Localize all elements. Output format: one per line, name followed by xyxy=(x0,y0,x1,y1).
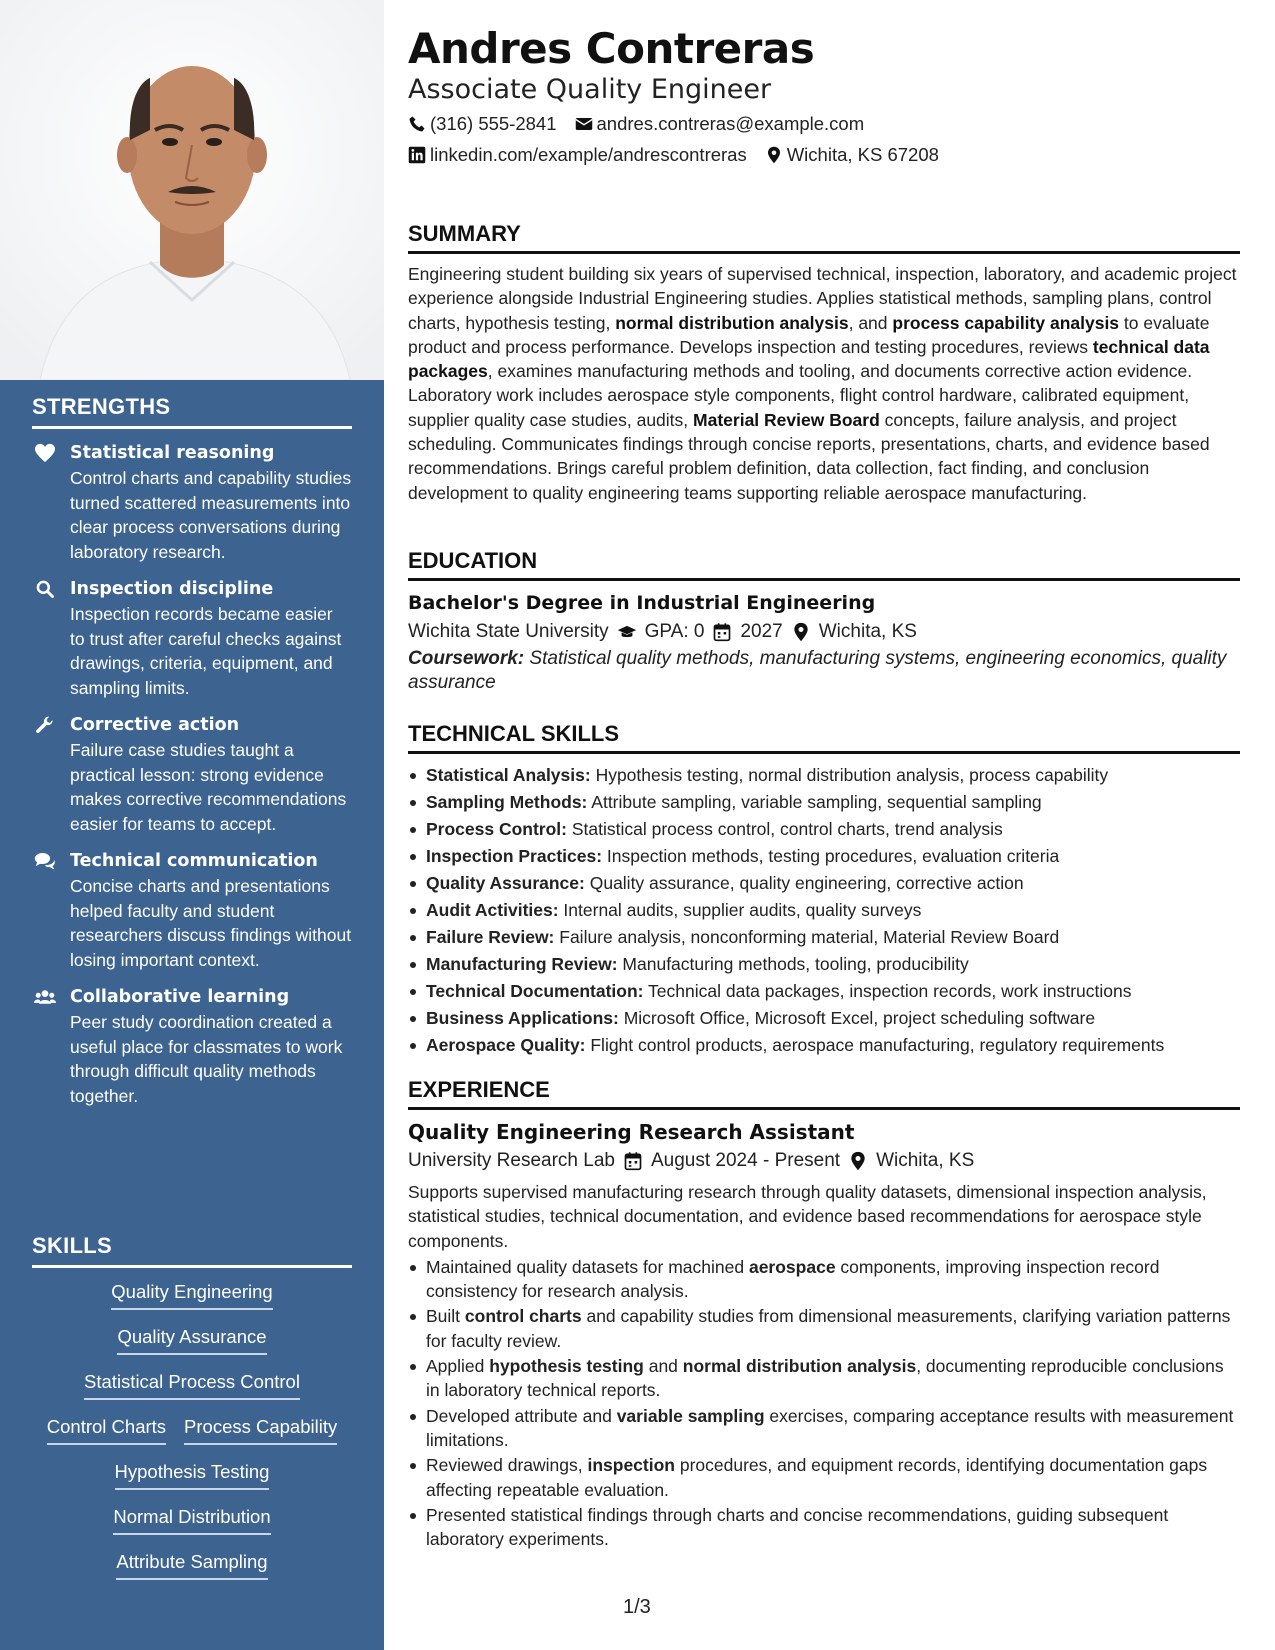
users-icon xyxy=(34,987,56,1007)
list-item: Statistical Analysis: Hypothesis testing, normal distribution analysis, process capability xyxy=(408,762,1240,789)
strength-item xyxy=(32,713,352,836)
list-item: Applied hypothesis testing and normal distribution analysis, documenting reproducible conclusions in laboratory technical reports. xyxy=(408,1354,1240,1403)
technical-skills-section xyxy=(408,721,1240,1059)
list-item: Process Control: Statistical process control, control charts, trend analysis xyxy=(408,816,1240,843)
strengths-section xyxy=(32,394,352,1121)
education-details xyxy=(408,617,1240,647)
list-item: Presented statistical findings through charts and concise recommendations, guiding subsequent laboratory experiments. xyxy=(408,1503,1240,1552)
skills-list xyxy=(32,1280,352,1580)
experience-bullets xyxy=(408,1255,1240,1552)
summary-section xyxy=(408,221,1240,505)
employment-dates: August 2024 - Present xyxy=(650,1150,841,1171)
contact-row xyxy=(408,144,939,166)
summary-heading: SUMMARY xyxy=(408,221,1240,254)
list-item: Audit Activities: Internal audits, supplier audits, quality surveys xyxy=(408,897,1240,924)
envelope-icon xyxy=(575,115,593,133)
strength-title: Statistical reasoning xyxy=(70,443,275,463)
school-location: Wichita, KS xyxy=(818,621,917,642)
strengths-heading: STRENGTHS xyxy=(32,394,352,429)
experience-details xyxy=(408,1146,1240,1176)
graduation-cap-icon xyxy=(617,622,637,642)
education-section xyxy=(408,548,1240,695)
school-name: Wichita State University xyxy=(408,621,609,642)
linkedin-contact[interactable] xyxy=(408,144,747,166)
list-item: Built control charts and capability studies from dimensional measurements, clarifying variation patterns for faculty review. xyxy=(408,1304,1240,1353)
contact-row xyxy=(408,113,864,135)
email-contact[interactable] xyxy=(575,113,865,135)
skill-tag: Quality Engineering xyxy=(111,1280,272,1310)
map-pin-icon xyxy=(791,622,811,642)
map-pin-icon xyxy=(848,1151,868,1171)
gpa: GPA: 0 xyxy=(644,621,705,642)
linkedin-icon xyxy=(408,146,426,164)
education-heading: EDUCATION xyxy=(408,548,1240,581)
skill-tag: Attribute Sampling xyxy=(116,1550,267,1580)
list-item: Failure Review: Failure analysis, nonconforming material, Material Review Board xyxy=(408,924,1240,951)
skill-tag: Process Capability xyxy=(184,1415,337,1445)
strength-item xyxy=(32,577,352,700)
email-address: andres.contreras@example.com xyxy=(596,113,865,134)
list-item: Technical Documentation: Technical data packages, inspection records, work instructions xyxy=(408,978,1240,1005)
experience-summary: Supports supervised manufacturing research through quality datasets, dimensional inspection analysis, statistical studies, technical documentation, and evidence based recommendations for aerospace style components. xyxy=(408,1182,1207,1251)
coursework: Coursework: Statistical quality methods, manufacturing systems, engineering economics, quality assurance xyxy=(408,648,1227,693)
skill-tag: Statistical Process Control xyxy=(84,1370,300,1400)
sidebar xyxy=(0,0,384,1650)
list-item: Aerospace Quality: Flight control products, aerospace manufacturing, regulatory requirements xyxy=(408,1032,1240,1059)
skills-heading: SKILLS xyxy=(32,1233,352,1268)
location-text: Wichita, KS 67208 xyxy=(786,144,939,165)
phone-contact[interactable] xyxy=(408,113,557,135)
calendar-icon xyxy=(712,622,732,642)
list-item: Sampling Methods: Attribute sampling, variable sampling, sequential sampling xyxy=(408,789,1240,816)
strength-item xyxy=(32,849,352,972)
skill-tag: Normal Distribution xyxy=(113,1505,270,1535)
summary-text: Engineering student building six years of supervised technical, inspection, laboratory, and academic project experience alongside Industrial Engineering studies. Applies statistical methods, sampling plans, control charts, hypothesis testing, normal distribution analysis, and process capability analysis to evaluate product and process performance. Develops inspection and testing procedures, reviews technical data packages, examines manufacturing methods and tooling, and documents corrective action evidence. Laboratory work includes aerospace style components, flight control hardware, calibrated equipment, supplier quality case studies, audits, Material Review Board concepts, failure analysis, and project scheduling. Communicates findings through concise reports, presentations, charts, and evidence based recommendations. Brings careful problem definition, data collection, fact finding, and conclusion development to quality engineering teams supporting reliable aerospace manufacturing. xyxy=(408,264,1237,503)
phone-number: (316) 555-2841 xyxy=(430,113,557,134)
location-contact xyxy=(765,144,939,166)
job-location: Wichita, KS xyxy=(876,1150,975,1171)
page-number: 1/3 xyxy=(623,1596,651,1618)
strength-desc: Control charts and capability studies turned scattered measurements into clear process conversations during laboratory research. xyxy=(70,468,352,562)
strength-desc: Concise charts and presentations helped faculty and student researchers discuss findings without losing important context. xyxy=(70,876,352,970)
wrench-icon xyxy=(34,715,56,735)
degree-title: Bachelor's Degree in Industrial Engineering xyxy=(408,592,876,614)
strength-title: Technical communication xyxy=(70,851,318,871)
technical-skills-list xyxy=(408,762,1240,1059)
strength-desc: Peer study coordination created a useful place for classmates to work through difficult quality methods together. xyxy=(70,1012,343,1106)
list-item: Reviewed drawings, inspection procedures, and equipment records, identifying documentation gaps affecting repeatable evaluation. xyxy=(408,1453,1240,1502)
list-item: Quality Assurance: Quality assurance, quality engineering, corrective action xyxy=(408,870,1240,897)
search-icon xyxy=(34,579,56,599)
job-title: Associate Quality Engineer xyxy=(408,74,772,105)
strength-title: Inspection discipline xyxy=(70,579,274,599)
list-item: Business Applications: Microsoft Office, Microsoft Excel, project scheduling software xyxy=(408,1005,1240,1032)
strength-desc: Inspection records became easier to trust after careful checks against drawings, criteria, equipment, and sampling limits. xyxy=(70,604,342,698)
candidate-name: Andres Contreras xyxy=(408,24,815,73)
list-item: Maintained quality datasets for machined aerospace components, improving inspection record consistency for research analysis. xyxy=(408,1255,1240,1304)
list-item: Manufacturing Review: Manufacturing methods, tooling, producibility xyxy=(408,951,1240,978)
skill-tag: Control Charts xyxy=(47,1415,166,1445)
skill-tag: Hypothesis Testing xyxy=(115,1460,270,1490)
skill-tag: Quality Assurance xyxy=(117,1325,266,1355)
comments-icon xyxy=(34,851,56,871)
calendar-icon xyxy=(623,1151,643,1171)
skills-section xyxy=(32,1233,352,1595)
strength-title: Collaborative learning xyxy=(70,987,290,1007)
strength-desc: Failure case studies taught a practical lesson: strong evidence makes corrective recommendations easier for teams to accept. xyxy=(70,740,347,834)
heart-icon xyxy=(34,443,56,463)
graduation-year: 2027 xyxy=(740,621,783,642)
linkedin-url: linkedin.com/example/andrescontreras xyxy=(430,144,747,165)
list-item: Inspection Practices: Inspection methods, testing procedures, evaluation criteria xyxy=(408,843,1240,870)
phone-icon xyxy=(408,115,426,133)
experience-section xyxy=(408,1077,1240,1552)
map-pin-icon xyxy=(765,146,783,164)
experience-job-title: Quality Engineering Research Assistant xyxy=(408,1120,855,1144)
organization-name: University Research Lab xyxy=(408,1150,615,1171)
list-item: Developed attribute and variable sampling exercises, comparing acceptance results with measurement limitations. xyxy=(408,1404,1240,1453)
strength-item xyxy=(32,441,352,564)
experience-heading: EXPERIENCE xyxy=(408,1077,1240,1110)
profile-photo xyxy=(0,0,384,380)
strength-title: Corrective action xyxy=(70,715,240,735)
strength-item xyxy=(32,985,352,1108)
technical-skills-heading: TECHNICAL SKILLS xyxy=(408,721,1240,754)
